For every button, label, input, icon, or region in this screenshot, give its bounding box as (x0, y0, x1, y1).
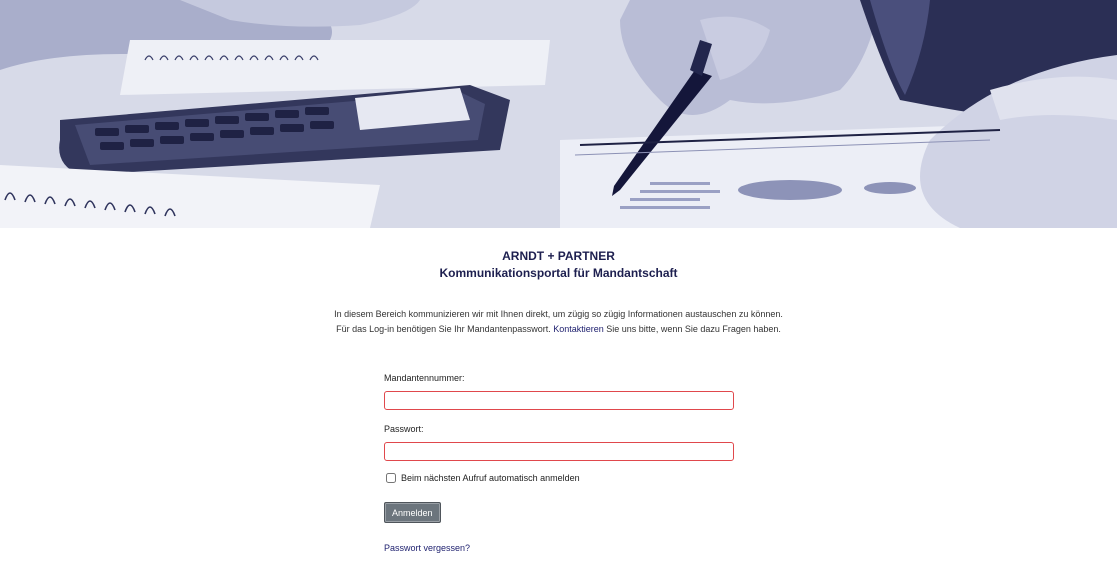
client-number-input[interactable] (384, 391, 734, 410)
contact-link[interactable]: Kontaktieren (553, 324, 604, 334)
hero-illustration (0, 0, 1117, 228)
remember-me[interactable] (386, 473, 580, 483)
intro-line-2-after: Sie uns bitte, wenn Sie dazu Fragen haben. (603, 324, 781, 334)
password-label: Passwort: (384, 424, 424, 434)
brand-title: ARNDT + PARTNER (502, 249, 615, 263)
intro-line-2-before: Für das Log-in benötigen Sie Ihr Mandantenpasswort. (336, 324, 554, 334)
login-button[interactable]: Anmelden (384, 502, 441, 523)
client-number-label: Mandantennummer: (384, 373, 465, 383)
password-input[interactable] (384, 442, 734, 461)
remember-checkbox[interactable] (386, 473, 396, 483)
forgot-password-link[interactable]: Passwort vergessen? (384, 543, 471, 553)
intro-line-2 (0, 322, 1117, 337)
intro-line-1: In diesem Bereich kommunizieren wir mit Ihnen direkt, um zügig so zügig Informationen austauschen zu können. (334, 309, 783, 319)
hero-banner (0, 0, 1117, 228)
intro-text (0, 307, 1117, 337)
remember-label: Beim nächsten Aufruf automatisch anmelden (401, 473, 580, 483)
portal-subtitle: Kommunikationsportal für Mandantschaft (439, 266, 678, 280)
